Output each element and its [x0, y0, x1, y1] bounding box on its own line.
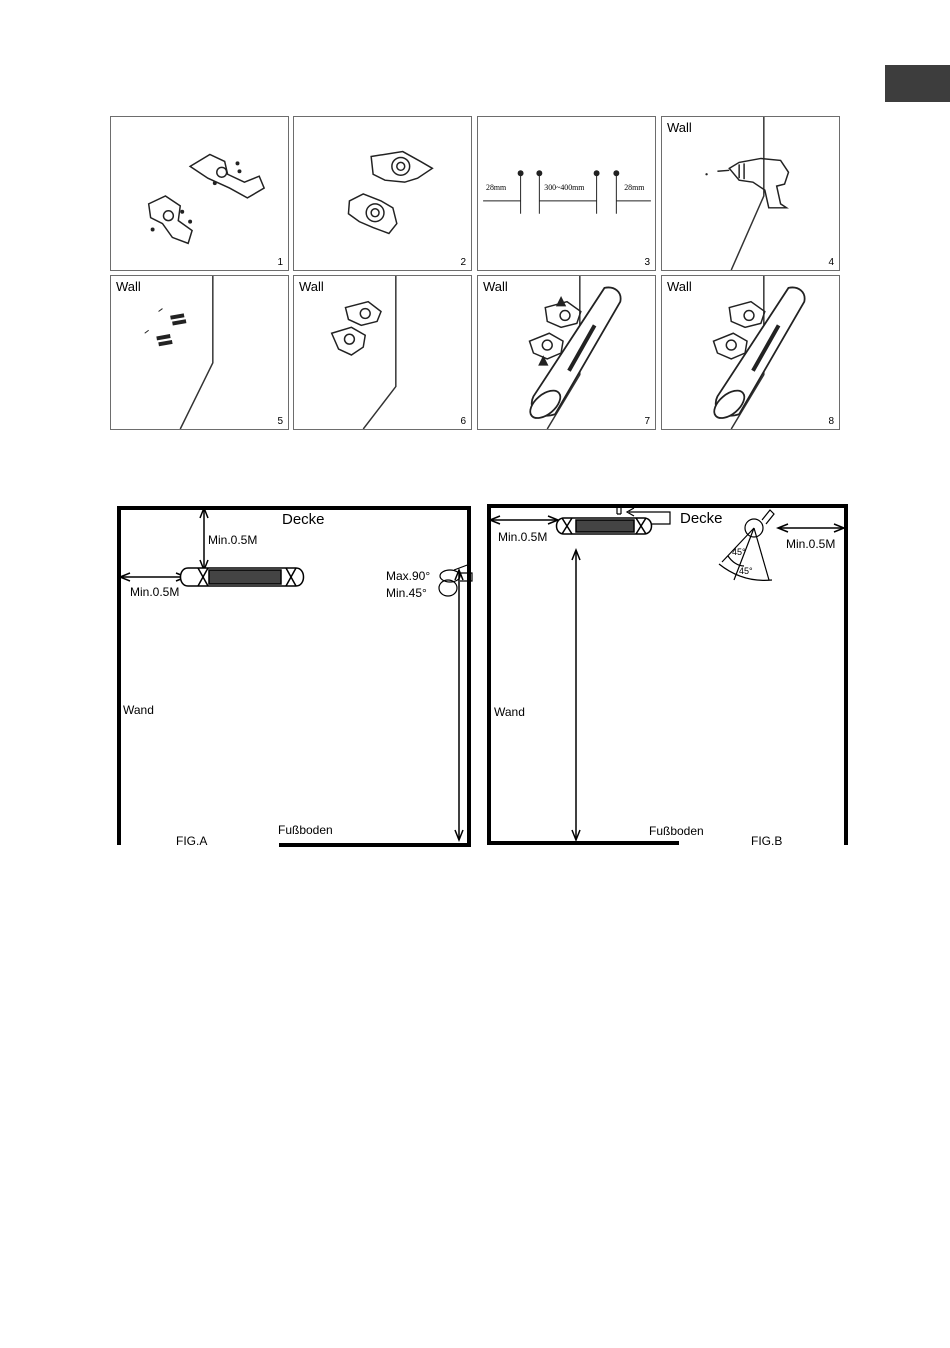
angle-label-2: 45°	[739, 566, 753, 576]
wall-label: Wall	[667, 279, 692, 294]
min-distance-left-label: Min.0.5M	[130, 585, 180, 599]
step-number: 8	[828, 416, 834, 427]
heater-ceiling-icon	[557, 518, 652, 534]
step-panel-3	[477, 116, 656, 271]
max-angle-label: Max.90°	[386, 569, 431, 583]
heater-mounted-scene	[662, 276, 839, 429]
step-panel-2	[293, 116, 472, 271]
figure-a-wall-mount	[114, 500, 474, 850]
step-number: 4	[828, 257, 834, 268]
min-distance-left-label: Min.0.5M	[498, 530, 548, 544]
step-panel-6	[293, 275, 472, 430]
figure-caption: FIG.B	[751, 834, 783, 848]
drill-icon	[717, 158, 788, 207]
ceiling-label: Decke	[680, 510, 723, 527]
bracket-parts-icon	[111, 117, 288, 270]
wall-plug-icon	[156, 313, 186, 346]
step-panel-7	[477, 275, 656, 430]
heater-top-view-icon	[181, 568, 304, 586]
wall-plugs-scene	[111, 276, 288, 429]
step-number: 6	[460, 416, 466, 427]
floor-label: Fußboden	[649, 824, 704, 838]
bracket-icon	[332, 302, 381, 355]
dim-left: 28mm	[486, 183, 507, 193]
dim-middle: 300~400mm	[544, 183, 585, 193]
wall-label: Wall	[667, 120, 692, 135]
step-number: 7	[644, 416, 650, 427]
installation-steps	[110, 116, 842, 434]
hole-spacing-diagram	[478, 117, 655, 270]
step-panel-4	[661, 116, 840, 271]
step-panel-5	[110, 275, 289, 430]
wall-label: Wand	[494, 705, 525, 719]
step-number: 1	[277, 257, 283, 268]
floor-label: Fußboden	[278, 823, 333, 837]
ceiling-label: Decke	[282, 511, 325, 528]
min-angle-label: Min.45°	[386, 586, 427, 600]
step-number: 2	[460, 257, 466, 268]
wall-label: Wall	[116, 279, 141, 294]
step-number: 3	[644, 257, 650, 268]
step-number: 5	[277, 416, 283, 427]
drill-scene	[662, 117, 839, 270]
heater-attach-scene	[478, 276, 655, 429]
step-panel-8	[661, 275, 840, 430]
wall-label: Wand	[123, 703, 154, 717]
min-distance-right-label: Min.0.5M	[786, 537, 836, 551]
figure-caption: FIG.A	[176, 834, 208, 848]
assembled-brackets-icon	[294, 117, 471, 270]
language-tab	[885, 65, 950, 102]
angle-label-1: 45°	[732, 547, 746, 557]
dim-right: 28mm	[624, 183, 645, 193]
figure-a-drawing	[114, 500, 474, 850]
wall-label: Wall	[299, 279, 324, 294]
min-distance-top-label: Min.0.5M	[208, 533, 258, 547]
step-panel-1	[110, 116, 289, 271]
figure-b-ceiling-mount	[484, 500, 850, 850]
wall-label: Wall	[483, 279, 508, 294]
mounted-brackets-scene	[294, 276, 471, 429]
figure-b-drawing	[484, 500, 850, 850]
